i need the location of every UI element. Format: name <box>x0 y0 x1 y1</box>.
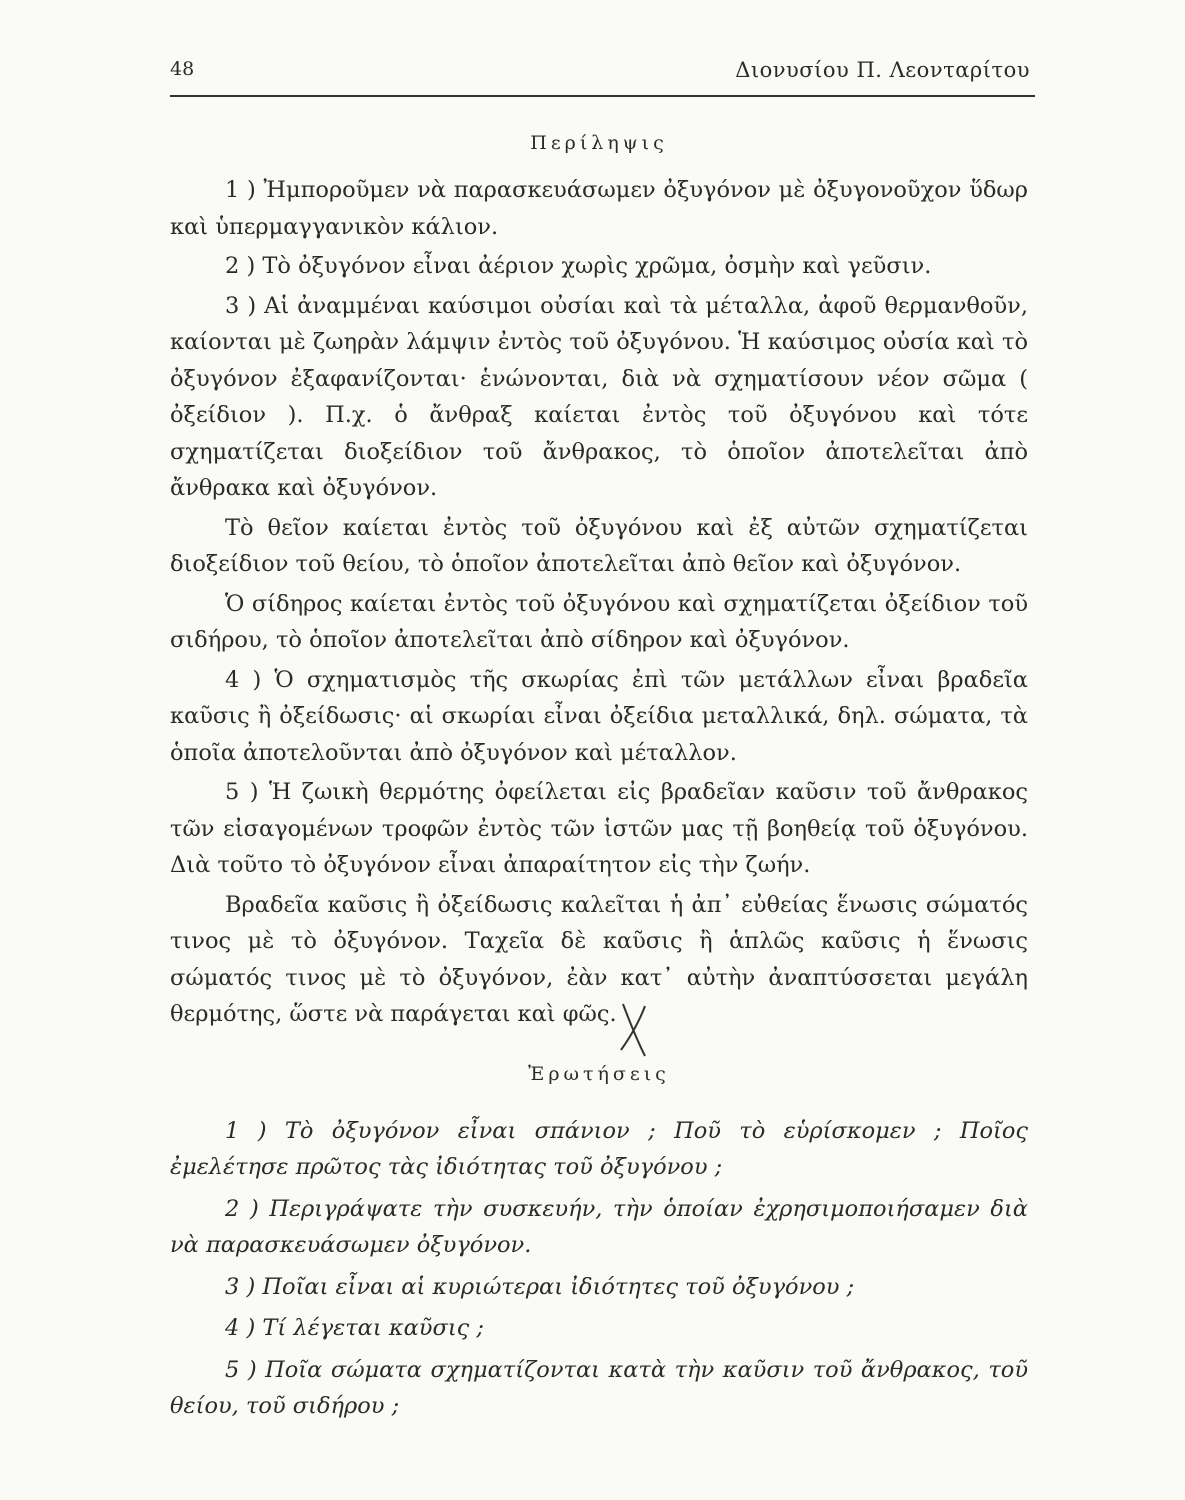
page-number: 48 <box>170 58 195 80</box>
page-header <box>170 58 1030 88</box>
header-rule <box>170 95 1035 97</box>
summary-paragraph-2: 2 ) Τὸ ὀξυγόνον εἶναι ἀέριον χωρὶς χρῶμα, ὀσμὴν καὶ γεῦσιν. <box>225 253 932 279</box>
running-title: Διονυσίου Π. Λεονταρίτου <box>735 58 1030 82</box>
handwritten-x-mark-icon <box>615 1000 655 1060</box>
summary-paragraph-5: Ὁ σίδηρος καίεται ἐντὸς τοῦ ὀξυγόνου καὶ σχηματίζεται ὀξείδιον τοῦ σιδήρου, τὸ ὁποῖον ἀποτελεῖται ἀπὸ σίδηρον καὶ ὀξυγόνον. <box>170 590 1028 653</box>
question-3: 3 ) Ποῖαι εἶναι αἱ κυριώτεραι ἰδιότητες τοῦ ὀξυγόνου ; <box>225 1273 855 1300</box>
summary-paragraph-4: Τὸ θεῖον καίεται ἐντὸς τοῦ ὀξυγόνου καὶ ἐξ αὐτῶν σχηματίζεται διοξείδιον τοῦ θείου, τὸ ὁποῖον ἀποτελεῖται ἀπὸ θεῖον καὶ ὀξυγόνον. <box>170 514 1028 577</box>
summary-paragraph-8: Βραδεῖα καῦσις ἢ ὀξείδωσις καλεῖται ἡ ἀπ᾽ εὐθείας ἕνωσις σώματός τινος μὲ τὸ ὀξυγόνον. Ταχεῖα δὲ καῦσις ἢ ἁπλῶς καῦσις ἡ ἕνωσις σώματός τινος μὲ τὸ ὀξυγόνον, ἐὰν κατ᾽ αὐτὴν ἀναπτύσσεται μεγάλη θερμότης, ὥστε νὰ παράγεται καὶ φῶς. <box>170 891 1028 1027</box>
questions-list <box>170 1113 1028 1425</box>
question-1: 1 ) Τὸ ὀξυγόνον εἶναι σπάνιον ; Ποῦ τὸ εὑρίσκομεν ; Ποῖος ἐμελέτησε πρῶτος τὰς ἰδιότητας τοῦ ὀξυγόνου ; <box>170 1117 1028 1180</box>
summary-paragraph-3: 3 ) Αἱ ἀναμμέναι καύσιμοι οὐσίαι καὶ τὰ μέταλλα, ἀφοῦ θερμανθοῦν, καίονται μὲ ζωηρὰν λάμψιν ἐντὸς τοῦ ὀξυγόνου. Ἡ καύσιμος οὐσία καὶ τὸ ὀξυγόνον ἐξαφανίζονται· ἑνώνονται, διὰ νὰ σχηματίσουν νέον σῶμα ( ὀξείδιον ). Π.χ. ὁ ἄνθραξ καίεται ἐντὸς τοῦ ὀξυγόνου καὶ τότε σχηματίζεται διοξείδιον τοῦ ἄνθρακος, τὸ ὁποῖον ἀποτελεῖται ἀπὸ ἄνθρακα καὶ ὀξυγόνον. <box>170 292 1028 501</box>
question-4: 4 ) Τί λέγεται καῦσις ; <box>225 1315 484 1341</box>
question-2: 2 ) Περιγράψατε τὴν συσκευήν, τὴν ὁποίαν ἐχρησιμοποιήσαμεν διὰ νὰ παρασκευάσωμεν ὀξυγόνον. <box>170 1195 1028 1258</box>
summary-heading: Περίληψις <box>530 132 668 154</box>
questions-heading: Ἐρωτήσεις <box>528 1062 670 1085</box>
question-5: 5 ) Ποῖα σώματα σχηματίζονται κατὰ τὴν καῦσιν τοῦ ἄνθρακος, τοῦ θείου, τοῦ σιδήρου ; <box>170 1356 1028 1419</box>
page-body <box>170 128 1028 1430</box>
summary-paragraph-6: 4 ) Ὁ σχηματισμὸς τῆς σκωρίας ἐπὶ τῶν μετάλλων εἶναι βραδεῖα καῦσις ἢ ὀξείδωσις· αἱ σκωρίαι εἶναι ὀξείδια μεταλλικά, δηλ. σώματα, τὰ ὁποῖα ἀποτελοῦνται ἀπὸ ὀξυγόνον καὶ μέταλλον. <box>170 666 1028 766</box>
summary-paragraph-7: 5 ) Ἡ ζωικὴ θερμότης ὀφείλεται εἰς βραδεῖαν καῦσιν τοῦ ἄνθρακος τῶν εἰσαγομένων τροφῶν ἐντὸς τῶν ἱστῶν μας τῇ βοηθείᾳ τοῦ ὀξυγόνου. Διὰ τοῦτο τὸ ὀξυγόνον εἶναι ἀπαραίτητον εἰς τὴν ζωήν. <box>170 779 1028 878</box>
summary-paragraph-1: 1 ) Ἠμποροῦμεν νὰ παρασκευάσωμεν ὀξυγόνον μὲ ὀξυγονοῦχον ὕδωρ καὶ ὑπερμαγγανικὸν κάλιον. <box>170 177 1028 240</box>
